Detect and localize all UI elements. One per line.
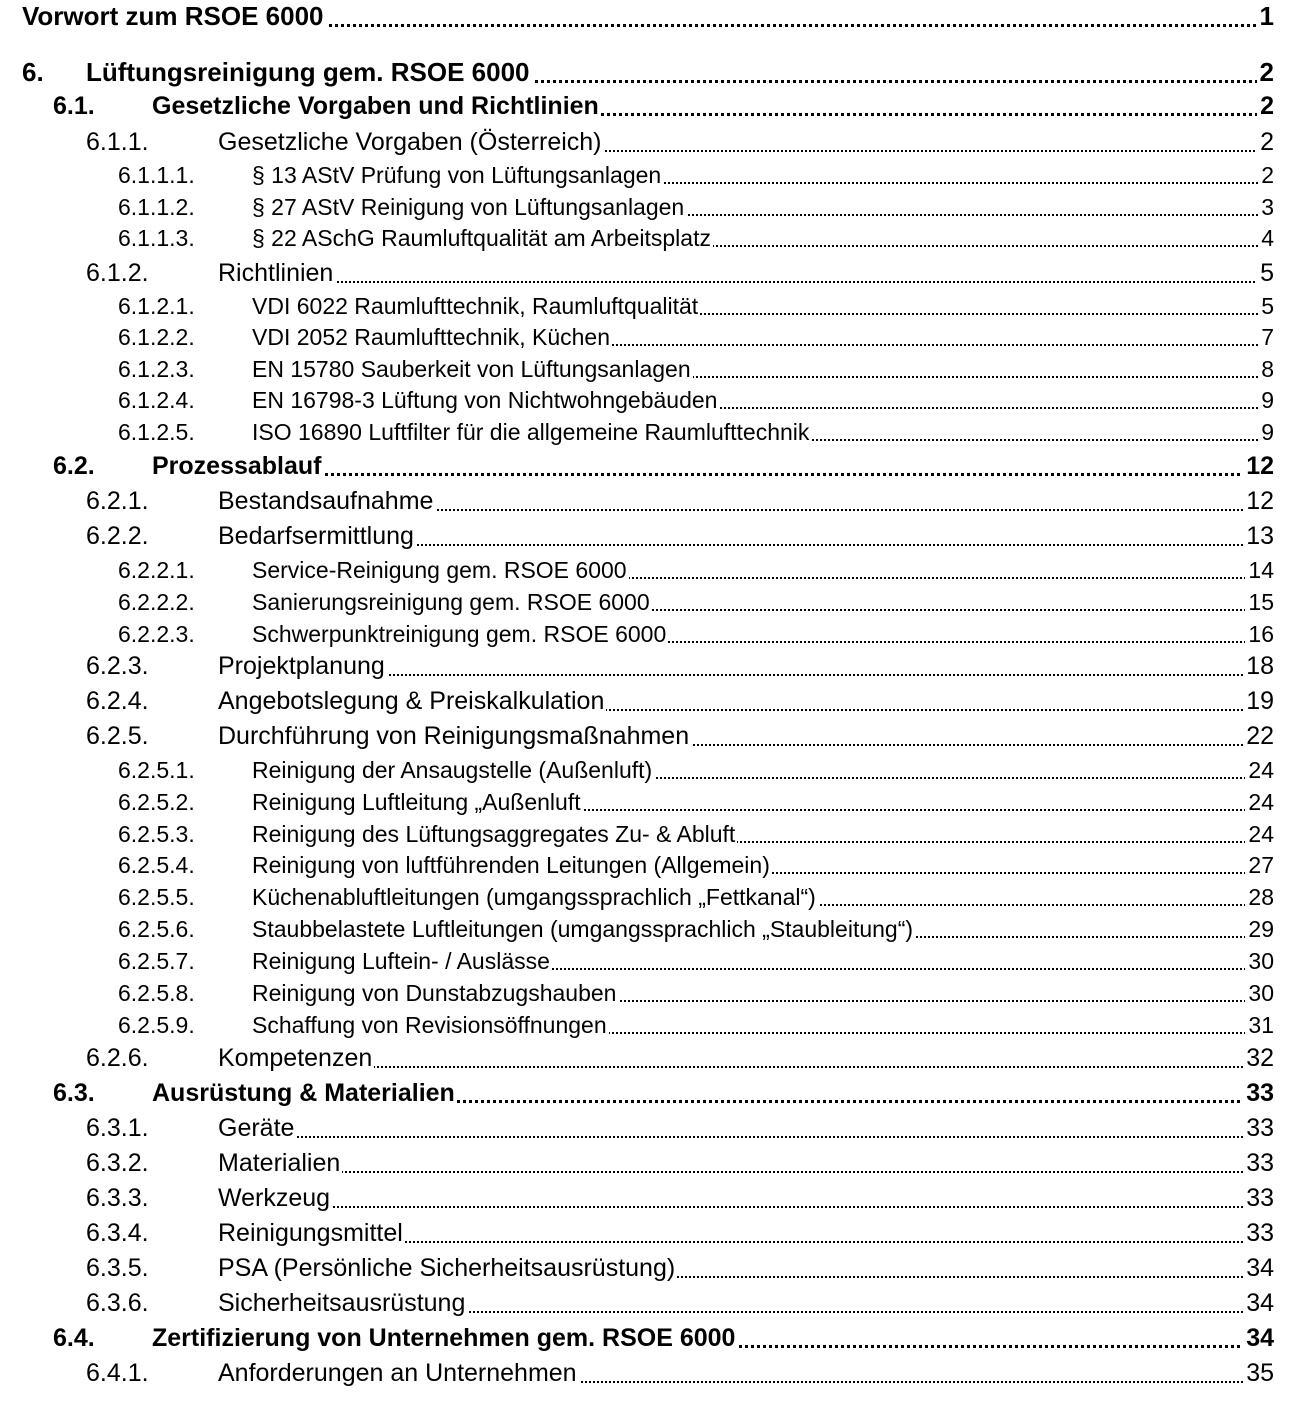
toc-entry-title: EN 15780 Sauberkeit von Lüftungsanlagen (252, 356, 691, 382)
toc-entry-number: 6.1.2.1. (118, 293, 195, 319)
toc-entry-title: Reinigung der Ansaugstelle (Außenluft) (252, 757, 653, 783)
toc-entry-title: VDI 6022 Raumlufttechnik, Raumluftqualität (252, 293, 699, 319)
toc-entry-subsubsection[interactable] (0, 319, 1314, 351)
toc-entry-title: Projektplanung (218, 652, 385, 680)
toc-entry-number: 6.3.3. (86, 1184, 149, 1212)
toc-entry-page-number: 24 (1245, 757, 1274, 784)
toc-entry-page-number: 34 (1243, 1289, 1274, 1318)
toc-entry-subsubsection[interactable] (0, 584, 1314, 616)
toc-entry-number: 6.1.2.4. (118, 387, 195, 413)
toc-entry-subsection[interactable] (0, 122, 1314, 157)
toc-entry-page-number: 18 (1243, 652, 1274, 681)
toc-entry-page-number: 24 (1245, 821, 1274, 848)
toc-entry-title: Reinigung Luftein- / Auslässe (252, 948, 550, 974)
dot-leader (218, 1136, 1270, 1138)
toc-entry-number: 6.2.5.5. (118, 884, 195, 910)
toc-entry-title: Bedarfsermittlung (218, 522, 414, 550)
toc-entry-title: Angebotslegung & Preiskalkulation (218, 687, 605, 715)
toc-entry-title: Lüftungsreinigung gem. RSOE 6000 (86, 57, 530, 87)
toc-entry-page-number: 2 (1258, 162, 1274, 189)
toc-entry-title: § 13 AStV Prüfung von Lüftungsanlagen (252, 162, 662, 188)
toc-entry-page-number: 2 (1257, 92, 1274, 121)
toc-entry-title: Reinigung von Dunstabzugshauben (252, 980, 617, 1006)
toc-entry-page-number: 16 (1245, 621, 1274, 648)
toc-entry-number: 6.2. (53, 452, 95, 480)
toc-entry-number: 6.2.2.3. (118, 621, 195, 647)
toc-entry-number: 6.1.1.1. (118, 162, 195, 188)
toc-entry-number: 6.2.1. (86, 487, 149, 515)
toc-entry-number: 6.3.4. (86, 1219, 149, 1247)
toc-entry-section[interactable] (0, 446, 1314, 481)
toc-entry-title: Gesetzliche Vorgaben (Österreich) (218, 128, 602, 156)
toc-entry-title: Küchenabluftleitungen (umgangssprachlich „Fettkanal“) (252, 884, 816, 910)
toc-entry-subsubsection[interactable] (0, 1007, 1314, 1039)
toc-entry-page-number: 1 (1257, 1, 1274, 32)
toc-entry-title: Sanierungsreinigung gem. RSOE 6000 (252, 589, 650, 615)
toc-entry-number: 6.2.5.1. (118, 757, 195, 783)
toc-entry-title: Materialien (218, 1149, 341, 1177)
toc-entry-page-number: 24 (1245, 789, 1274, 816)
toc-entry-title: Durchführung von Reinigungsmaßnahmen (218, 722, 690, 750)
toc-entry-section[interactable] (0, 1073, 1314, 1108)
toc-entry-subsection[interactable] (0, 716, 1314, 751)
toc-entry-title: Ausrüstung & Materialien (152, 1079, 455, 1107)
toc-entry-number: 6.1.1.3. (118, 225, 195, 251)
toc-entry-number: 6.4.1. (86, 1359, 149, 1387)
toc-entry-page-number: 12 (1243, 487, 1274, 516)
toc-entry-page-number: 22 (1243, 722, 1274, 751)
toc-entry-title: Anforderungen an Unternehmen (218, 1359, 577, 1387)
toc-entry-page-number: 34 (1243, 1324, 1274, 1353)
toc-entry-page-number: 33 (1243, 1219, 1274, 1248)
toc-entry-number: 6.2.2. (86, 522, 149, 550)
toc-entry-subsubsection[interactable] (0, 552, 1314, 584)
toc-entry-number: 6.1.2. (86, 259, 149, 287)
toc-entry-subsection[interactable] (0, 1038, 1314, 1073)
toc-entry-section[interactable] (0, 86, 1314, 121)
toc-entry-page-number: 33 (1243, 1079, 1274, 1108)
toc-entry-page-number: 7 (1258, 324, 1274, 351)
toc-entry-number: 6.1.2.2. (118, 324, 195, 350)
dot-leader (218, 1206, 1270, 1208)
toc-entry-number: 6.1.1.2. (118, 194, 195, 220)
dot-leader (218, 281, 1270, 283)
toc-entry-title: Zertifizierung von Unternehmen gem. RSOE 6000 (152, 1324, 736, 1352)
toc-entry-subsubsection[interactable] (0, 879, 1314, 911)
toc-entry-title: § 22 ASchG Raumluftqualität am Arbeitsplatz (252, 225, 711, 251)
toc-entry-number: 6.1.2.5. (118, 419, 195, 445)
toc-entry-subsubsection[interactable] (0, 784, 1314, 816)
toc-entry-title: Kompetenzen (218, 1044, 373, 1072)
toc-entry-number: 6.1.2.3. (118, 356, 195, 382)
toc-entry-title: Gesetzliche Vorgaben und Richtlinien (152, 92, 599, 120)
toc-entry-number: 6.3. (53, 1079, 95, 1107)
toc-entry-title: PSA (Persönliche Sicherheitsausrüstung) (218, 1254, 676, 1282)
toc-entry-page-number: 9 (1258, 419, 1274, 446)
toc-entry-page-number: 2 (1257, 128, 1274, 157)
toc-entry-page-number: 13 (1243, 522, 1274, 551)
toc-entry-number: 6.2.2.2. (118, 589, 195, 615)
toc-entry-subsection[interactable] (0, 481, 1314, 516)
toc-entry-subsubsection[interactable] (0, 847, 1314, 879)
toc-entry-title: Reinigung von luftführenden Leitungen (Allgemein) (252, 852, 770, 878)
toc-entry-subsubsection[interactable] (0, 288, 1314, 320)
toc-entry-page-number: 29 (1245, 916, 1274, 943)
toc-entry-page-number: 33 (1243, 1149, 1274, 1178)
toc-entry-number: 6. (22, 57, 44, 87)
dot-leader (218, 1171, 1270, 1173)
toc-entry-title: Sicherheitsausrüstung (218, 1289, 466, 1317)
toc-entry-number: 6.2.5.9. (118, 1012, 195, 1038)
toc-entry-number: 6.2.2.1. (118, 557, 195, 583)
toc-entry-subsection[interactable] (0, 1353, 1314, 1388)
toc-entry-page-number: 19 (1243, 687, 1274, 716)
toc-entry-number: 6.4. (53, 1324, 95, 1352)
toc-entry-page-number: 8 (1258, 356, 1274, 383)
toc-entry-page-number: 3 (1258, 194, 1274, 221)
toc-entry-title: Werkzeug (218, 1184, 331, 1212)
toc-entry-page-number: 14 (1245, 557, 1274, 584)
toc-entry-subsection[interactable] (0, 516, 1314, 551)
toc-entry-section[interactable] (0, 1318, 1314, 1353)
toc-entry-number: 6.2.5.8. (118, 980, 195, 1006)
toc-entry-number: 6.3.2. (86, 1149, 149, 1177)
toc-entry-number: 6.2.6. (86, 1044, 149, 1072)
toc-entry-page-number: 9 (1258, 387, 1274, 414)
toc-entry-page-number: 30 (1245, 980, 1274, 1007)
toc-entry-subsubsection[interactable] (0, 220, 1314, 252)
toc-entry-page-number: 35 (1243, 1359, 1274, 1388)
toc-entry-title: Vorwort zum RSOE 6000 (22, 1, 324, 31)
toc-entry-number: 6.3.5. (86, 1254, 149, 1282)
toc-entry-page-number: 28 (1245, 884, 1274, 911)
toc-entry-subsubsection[interactable] (0, 351, 1314, 383)
toc-entry-page-number: 31 (1245, 1012, 1274, 1039)
toc-entry-subsection[interactable] (0, 681, 1314, 716)
toc-entry-page-number: 33 (1243, 1184, 1274, 1213)
toc-entry-number: 6.2.5. (86, 722, 149, 750)
toc-entry-page-number: 33 (1243, 1114, 1274, 1143)
toc-entry-page-number: 30 (1245, 948, 1274, 975)
toc-entry-preface[interactable] (0, 0, 1314, 32)
toc-entry-subsubsection[interactable] (0, 414, 1314, 446)
toc-entry-title: Reinigung Luftleitung „Außenluft (252, 789, 581, 815)
toc-entry-number: 6.3.1. (86, 1114, 149, 1142)
toc-entry-subsubsection[interactable] (0, 816, 1314, 848)
toc-entry-subsubsection[interactable] (0, 752, 1314, 784)
toc-entry-page-number: 5 (1258, 293, 1274, 320)
toc-entry-page-number: 34 (1243, 1254, 1274, 1283)
toc-entry-number: 6.2.5.4. (118, 852, 195, 878)
toc-entry-subsubsection[interactable] (0, 189, 1314, 221)
toc-entry-title: VDI 2052 Raumlufttechnik, Küchen (252, 324, 610, 350)
toc-entry-page-number: 5 (1257, 259, 1274, 288)
toc-entry-title: § 27 AStV Reinigung von Lüftungsanlagen (252, 194, 685, 220)
toc-entry-title: Prozessablauf (152, 452, 322, 480)
toc-entry-subsubsection[interactable] (0, 157, 1314, 189)
toc-entry-number: 6.1.1. (86, 128, 149, 156)
toc-entry-number: 6.2.5.2. (118, 789, 195, 815)
toc-entry-number: 6.2.5.7. (118, 948, 195, 974)
toc-entry-title: Reinigung des Lüftungsaggregates Zu- & Abluft (252, 821, 736, 847)
toc-entry-number: 6.3.6. (86, 1289, 149, 1317)
toc-entry-title: EN 16798-3 Lüftung von Nichtwohngebäuden (252, 387, 718, 413)
toc-entry-title: Service-Reinigung gem. RSOE 6000 (252, 557, 627, 583)
toc-entry-title: Richtlinien (218, 259, 334, 287)
toc-entry-subsection[interactable] (0, 1213, 1314, 1248)
toc-entry-title: Schwerpunktreinigung gem. RSOE 6000 (252, 621, 667, 647)
toc-entry-title: Bestandsaufnahme (218, 487, 434, 515)
toc-entry-subsection[interactable] (0, 1108, 1314, 1143)
toc-entry-title: Schaffung von Revisionsöffnungen (252, 1012, 607, 1038)
toc-entry-number: 6.1. (53, 92, 95, 120)
toc-entry-number: 6.2.5.6. (118, 916, 195, 942)
toc-entry-subsection[interactable] (0, 646, 1314, 681)
toc-entry-number: 6.2.3. (86, 652, 149, 680)
toc-entry-page-number: 27 (1245, 852, 1274, 879)
toc-entry-subsubsection[interactable] (0, 382, 1314, 414)
toc-entry-page-number: 32 (1243, 1044, 1274, 1073)
toc-entry-number: 6.2.5.3. (118, 821, 195, 847)
toc-entry-number: 6.2.4. (86, 687, 149, 715)
toc-entry-subsection[interactable] (0, 253, 1314, 288)
toc-entry-page-number: 12 (1243, 452, 1274, 481)
toc-entry-subsection[interactable] (0, 1178, 1314, 1213)
toc-entry-subsection[interactable] (0, 1143, 1314, 1178)
toc-entry-title: Reinigungsmittel (218, 1219, 403, 1247)
toc-entry-subsubsection[interactable] (0, 943, 1314, 975)
dot-leader (218, 1066, 1270, 1068)
toc-entry-page-number: 15 (1245, 589, 1274, 616)
toc-entry-title: Geräte (218, 1114, 295, 1142)
toc-entry-title: ISO 16890 Luftfilter für die allgemeine Raumlufttechnik (252, 419, 810, 445)
toc-entry-title: Staubbelastete Luftleitungen (umgangssprachlich „Staubleitung“) (252, 916, 914, 942)
toc-entry-subsection[interactable] (0, 1283, 1314, 1318)
toc-entry-subsubsection[interactable] (0, 975, 1314, 1007)
toc-entry-page-number: 2 (1257, 57, 1274, 88)
toc-entry-subsubsection[interactable] (0, 616, 1314, 648)
toc-entry-chapter[interactable] (0, 52, 1314, 88)
toc-entry-subsubsection[interactable] (0, 911, 1314, 943)
toc-entry-subsection[interactable] (0, 1248, 1314, 1283)
toc-entry-page-number: 4 (1258, 225, 1274, 252)
